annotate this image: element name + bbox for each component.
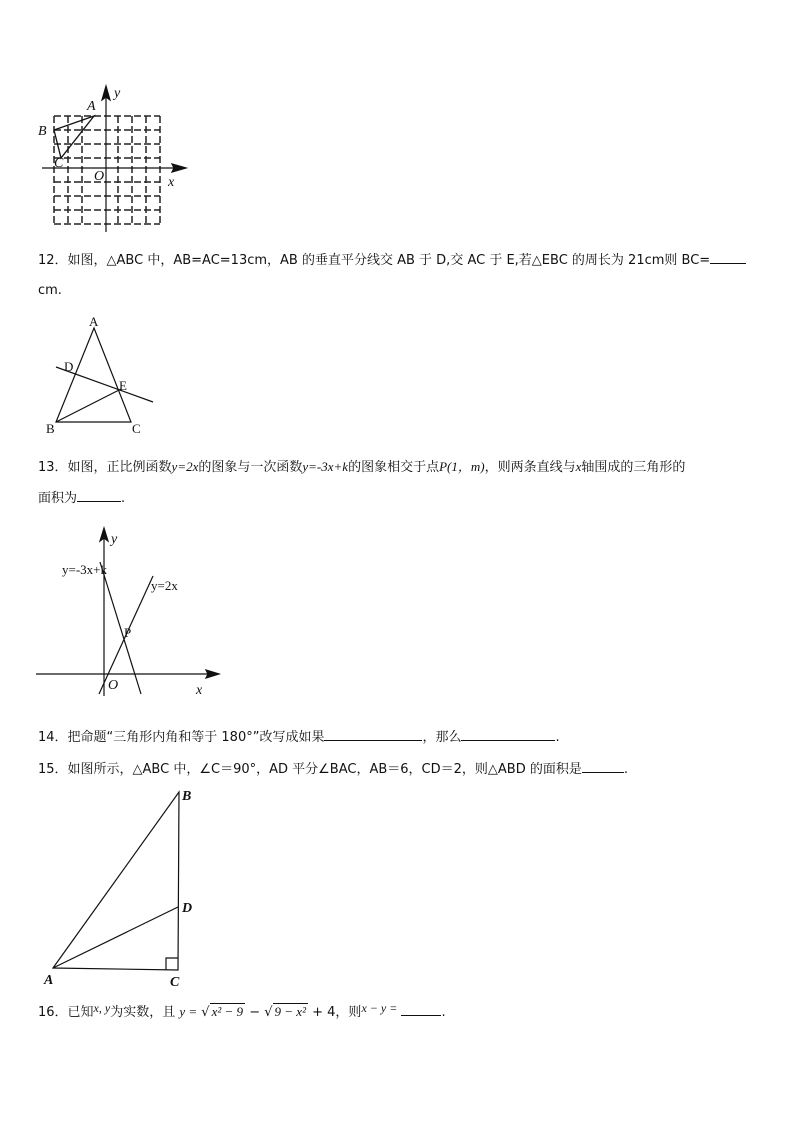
label-line-1: y=-3x+k bbox=[62, 562, 107, 577]
q15-period: . bbox=[623, 762, 628, 777]
segment-ad bbox=[53, 907, 178, 968]
label-a: A bbox=[89, 314, 99, 329]
question-15 bbox=[38, 760, 628, 779]
question-12-line2 bbox=[38, 282, 62, 300]
label-e: E bbox=[119, 378, 127, 393]
q16-text-a: 16．已知 bbox=[38, 1005, 94, 1020]
segment-be bbox=[56, 389, 121, 422]
label-line-2: y=2x bbox=[151, 578, 178, 593]
label-o: O bbox=[108, 678, 119, 693]
q16-period: . bbox=[441, 1005, 446, 1020]
q14-text-b: ，那么 bbox=[422, 730, 462, 745]
q12-unit: cm. bbox=[38, 283, 62, 298]
x-axis-arrow bbox=[206, 670, 219, 678]
q16-text-b: 为实数，且 bbox=[110, 1005, 176, 1020]
q13-text-d: ，则两条直线与 bbox=[484, 460, 576, 475]
q16-radicand-2: 9 − x² bbox=[274, 1004, 306, 1019]
q13-function-2: y=-3x+k bbox=[302, 459, 349, 474]
label-d: D bbox=[64, 359, 74, 374]
q13-text-e: 轴围成的三角形的 bbox=[581, 460, 686, 475]
q16-minus: − bbox=[249, 1005, 261, 1020]
question-16 bbox=[38, 1003, 446, 1022]
q12-text: 12．如图，△ABC 中，AB=AC=13cm，AB 的垂直平分线交 AB 于 D,交 AC 于 E,若△EBC 的周长为 21cm则 BC= bbox=[38, 253, 711, 268]
question-14 bbox=[38, 728, 560, 747]
sqrt-symbol-icon: √ bbox=[201, 1005, 210, 1020]
label-y: y bbox=[114, 86, 121, 101]
label-o: O bbox=[94, 169, 105, 184]
q13-point: P(1，m) bbox=[439, 459, 485, 474]
grid-coordinate-figure bbox=[34, 82, 194, 234]
q14-period: . bbox=[555, 730, 560, 745]
q13-text-a: 13．如图，正比例函数 bbox=[38, 460, 172, 475]
x-axis-arrow bbox=[172, 164, 186, 172]
label-b: B bbox=[46, 421, 55, 436]
dashed-grid bbox=[54, 116, 160, 224]
q15-text: 15．如图所示，△ABC 中，∠C＝90°，AD 平分∠BAC，AB＝6，CD＝2，则△ABD 的面积是 bbox=[38, 762, 582, 777]
label-y: y bbox=[111, 532, 118, 547]
q16-x-minus-y: x − y = bbox=[361, 1001, 398, 1015]
q16-eq-y: y = bbox=[179, 1004, 198, 1019]
label-c: C bbox=[170, 975, 180, 990]
triangle-figure-q12 bbox=[40, 314, 165, 438]
q13-period: . bbox=[121, 491, 126, 506]
label-c: C bbox=[132, 421, 141, 436]
q15-answer-blank[interactable] bbox=[582, 760, 624, 773]
sqrt-symbol-icon: √ bbox=[264, 1005, 273, 1020]
question-13 bbox=[38, 458, 685, 477]
q13-function-1: y=2x bbox=[171, 459, 199, 474]
q16-text-c: ，则 bbox=[335, 1005, 362, 1020]
q13-answer-blank[interactable] bbox=[77, 489, 121, 502]
label-a: A bbox=[87, 99, 96, 114]
q16-radicand-1: x² − 9 bbox=[211, 1004, 244, 1019]
triangle-abc bbox=[56, 328, 131, 422]
q12-answer-blank[interactable] bbox=[710, 251, 746, 264]
label-p: P bbox=[124, 625, 132, 640]
question-12 bbox=[38, 251, 746, 270]
right-triangle-figure-q15 bbox=[38, 782, 208, 992]
triangle-abc bbox=[53, 792, 179, 970]
label-a: A bbox=[44, 973, 54, 988]
label-b: B bbox=[38, 124, 47, 139]
triangle-abc bbox=[54, 116, 94, 158]
q16-vars: x, y bbox=[93, 1001, 111, 1015]
q13-text-b: 的图象与一次函数 bbox=[198, 460, 303, 475]
label-x: x bbox=[196, 683, 203, 698]
question-13-line2 bbox=[38, 489, 125, 508]
q13-text-c: 的图象相交于点 bbox=[348, 460, 440, 475]
right-angle-mark bbox=[166, 958, 178, 970]
q16-plus-4: + 4 bbox=[312, 1005, 336, 1020]
q14-blank-if[interactable] bbox=[324, 728, 422, 741]
q14-blank-then[interactable] bbox=[461, 728, 555, 741]
label-b: B bbox=[182, 789, 192, 804]
line-graph-figure-q13 bbox=[36, 526, 226, 701]
label-c: C bbox=[54, 156, 64, 171]
q13-x: x bbox=[575, 459, 582, 474]
label-x: x bbox=[168, 175, 175, 190]
q14-text-a: 14．把命题“三角形内角和等于 180°”改写成如果 bbox=[38, 730, 325, 745]
label-d: D bbox=[182, 901, 193, 916]
q16-answer-blank[interactable] bbox=[401, 1003, 441, 1016]
q13-text-line2: 面积为 bbox=[38, 491, 78, 506]
